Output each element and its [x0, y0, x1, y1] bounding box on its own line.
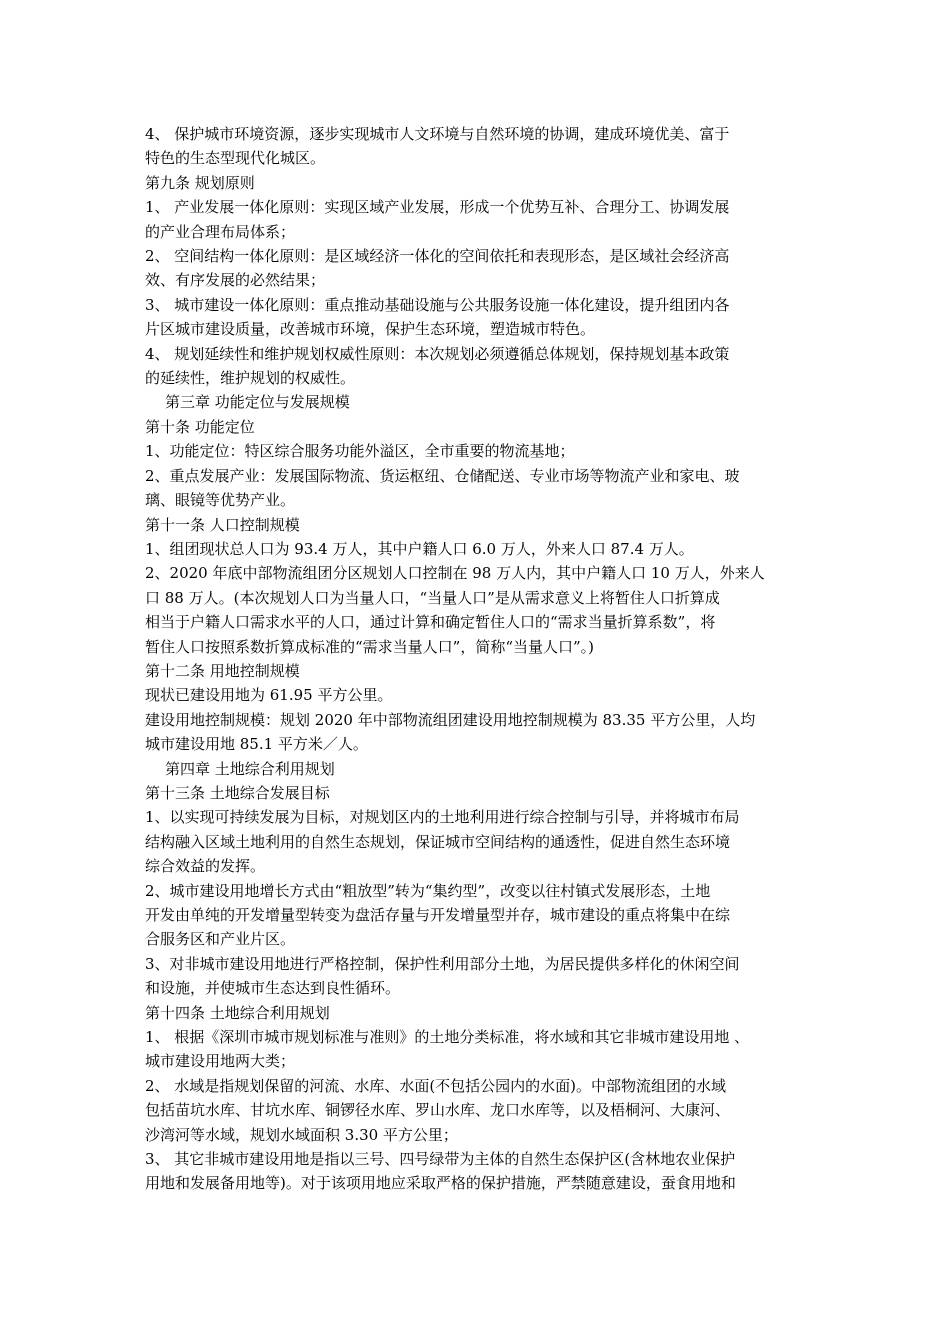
paragraph	[145, 464, 830, 513]
text-line: 现状已建设用地为 61.95 平方公里。	[145, 686, 393, 705]
text-line: 第十二条 用地控制规模	[145, 661, 300, 680]
paragraph	[145, 805, 830, 878]
text-line: 特色的生态型现代化城区。	[145, 149, 326, 168]
paragraph	[145, 1147, 830, 1196]
text-line: 4、 保护城市环境资源，逐步实现城市人文环境与自然环境的协调，建成环境优美、富于	[145, 125, 730, 143]
article-heading	[145, 781, 830, 805]
text-line: 开发由单纯的开发增量型转变为盘活存量与开发增量型并存，城市建设的重点将集中在综	[145, 906, 731, 924]
text-line: 包括苗坑水库、甘坑水库、铜锣径水库、罗山水库、龙口水库等，以及梧桐河、大康河、	[145, 1101, 731, 1120]
paragraph	[145, 952, 830, 1001]
article-heading	[145, 171, 830, 195]
text-line: 2、 空间结构一体化原则：是区域经济一体化的空间依托和表现形态，是区域社会经济高	[145, 247, 730, 266]
text-line: 第三章 功能定位与发展规模	[165, 393, 350, 412]
paragraph	[145, 439, 830, 463]
text-line: 城市建设用地两大类；	[145, 1052, 296, 1071]
text-line: 2、重点发展产业：发展国际物流、货运枢纽、仓储配送、专业市场等物流产业和家电、玻	[145, 466, 740, 485]
text-line: 相当于户籍人口需求水平的人口，通过计算和确定暂住人口的“需求当量折算系数”，将	[145, 613, 716, 632]
paragraph	[145, 708, 830, 757]
article-heading	[145, 513, 830, 537]
article-heading	[145, 659, 830, 683]
text-line: 2、城市建设用地增长方式由“粗放型”转为“集约型”，改变以往村镇式发展形态，土地	[145, 881, 711, 900]
text-line: 第十四条 土地综合利用规划	[145, 1003, 330, 1022]
text-line: 1、以实现可持续发展为目标，对规划区内的土地利用进行综合控制与引导，并将城市布局	[145, 808, 740, 827]
paragraph	[145, 342, 830, 391]
article-heading	[145, 415, 830, 439]
chapter-heading	[145, 390, 830, 414]
text-line: 2、2020 年底中部物流组团分区规划人口控制在 98 万人内，其中户籍人口 10 万人，外来人	[145, 564, 765, 583]
paragraph	[145, 561, 830, 659]
text-line: 4、 规划延续性和维护规划权威性原则：本次规划必须遵循总体规划，保持规划基本政策	[145, 344, 730, 363]
text-line: 合服务区和产业片区。	[145, 930, 296, 949]
text-line: 第十一条 人口控制规模	[145, 515, 300, 534]
paragraph	[145, 195, 830, 244]
paragraph	[145, 683, 830, 707]
text-line: 第十条 功能定位	[145, 417, 255, 436]
text-line: 第十三条 土地综合发展目标	[145, 783, 330, 802]
text-line: 第九条 规划原则	[145, 173, 255, 192]
text-line: 和设施，并使城市生态达到良性循环。	[145, 979, 401, 998]
text-line: 3、 其它非城市建设用地是指以三号、四号绿带为主体的自然生态保护区(含林地农业保护	[145, 1150, 736, 1169]
paragraph	[145, 879, 830, 952]
text-line: 综合效益的发挥。	[145, 857, 266, 876]
text-line: 1、组团现状总人口为 93.4 万人，其中户籍人口 6.0 万人，外来人口 87.4 万人。	[145, 539, 694, 558]
text-line: 的延续性，维护规划的权威性。	[145, 369, 356, 388]
paragraph	[145, 1074, 830, 1147]
text-line: 城市建设用地 85.1 平方米／人。	[145, 735, 368, 754]
text-line: 3、 城市建设一体化原则：重点推动基础设施与公共服务设施一体化建设，提升组团内各	[145, 295, 730, 314]
text-line: 3、对非城市建设用地进行严格控制，保护性利用部分土地，为居民提供多样化的休闲空间	[145, 954, 740, 973]
text-line: 1、功能定位：特区综合服务功能外溢区，全市重要的物流基地；	[145, 442, 575, 461]
article-heading	[145, 1001, 830, 1025]
text-line: 的产业合理布局体系；	[145, 222, 296, 241]
text-line: 沙湾河等水域，规划水域面积 3.30 平方公里；	[145, 1125, 458, 1144]
text-line: 1、 根据《深圳市城市规划标准与准则》的土地分类标准，将水域和其它非城市建设用地 、	[145, 1028, 750, 1047]
text-line: 暂住人口按照系数折算成标准的“需求当量人口”，简称“当量人口”。)	[145, 637, 595, 656]
document-body	[145, 122, 830, 1196]
text-line: 片区城市建设质量，改善城市环境，保护生态环境，塑造城市特色。	[145, 320, 596, 339]
paragraph	[145, 537, 830, 561]
text-line: 效、有序发展的必然结果；	[145, 271, 326, 290]
text-line: 建设用地控制规模：规划 2020 年中部物流组团建设用地控制规模为 83.35 平方公里，人均	[145, 710, 756, 729]
text-line: 口 88 万人。(本次规划人口为当量人口，“当量人口”是从需求意义上将暂住人口折算成	[145, 588, 720, 607]
text-line: 用地和发展备用地等)。对于该项用地应采取严格的保护措施，严禁随意建设，蚕食用地和	[145, 1174, 736, 1193]
paragraph	[145, 1025, 830, 1074]
text-line: 结构融入区域土地利用的自然生态规划，保证城市空间结构的通透性，促进自然生态环境	[145, 832, 731, 851]
text-line: 第四章 土地综合利用规划	[165, 759, 335, 778]
paragraph	[145, 293, 830, 342]
paragraph	[145, 122, 830, 171]
chapter-heading	[145, 757, 830, 781]
text-line: 璃、眼镜等优势产业。	[145, 491, 296, 510]
text-line: 2、 水域是指规划保留的河流、水库、水面(不包括公园内的水面)。中部物流组团的水域	[145, 1076, 727, 1095]
paragraph	[145, 244, 830, 293]
text-line: 1、 产业发展一体化原则：实现区域产业发展，形成一个优势互补、合理分工、协调发展	[145, 198, 730, 217]
